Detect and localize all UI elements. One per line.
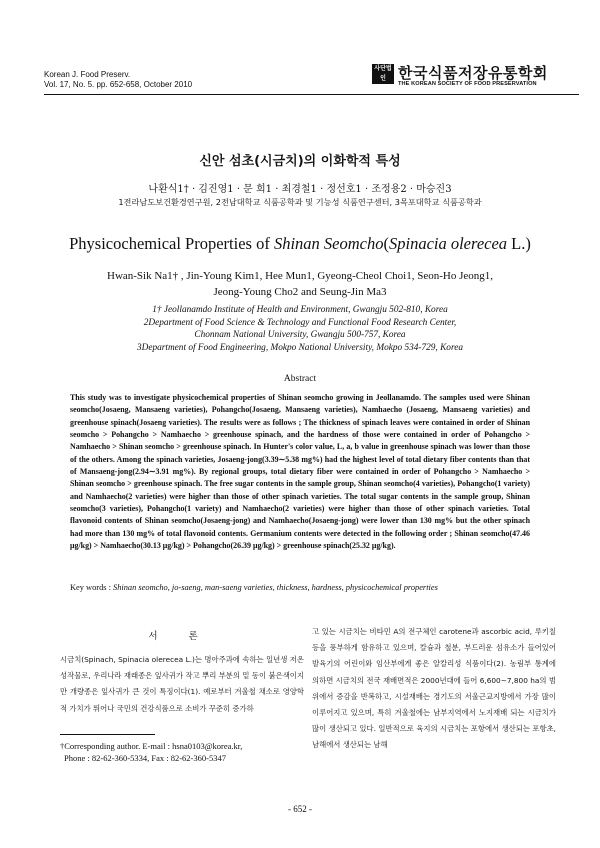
section-heading-introduction: 서 론: [148, 631, 212, 642]
intro-right-column: 고 있는 시금치는 비타민 A의 전구체인 carotene과 ascorbic acid, 루키칠 등을 풍부하게 함유하고 있으며, 칼슘과 철분, 부드러운 섬유소가 들어있어 발육기의 어린이와 임산부에게 좋은 알칼리성 식품이다(2). 농림부 통계에 의하면 시금치의 전국 재배면적은 2000년대에 들어 6,600∼7,800 ha의 범위에서 증감을 반복하고, 시설재배는 경기도의 서울근교지방에서 가장 많이 이루어지고 있으며, 특히 겨울철에는 남부지역에서 노지재배 되는 시금치가 많이 생산되고 있다. 일반적으로 육지의 시금치는 포항에서 생산되는 포항초, 남해에서 생산되는 남해: [312, 627, 556, 750]
intro-left-column: 시금치(Spinach, Spinacia olerecea L.)는 명아주과에 속하는 일년생 저온성작물로, 우리나라 재래종은 잎사귀가 작고 뿌리 부분의 밑 동이 붉은색이지만 개량종은 잎사귀가 큰 것이 특징이다(1). 예로부터 겨울철 채소로 영양학적 가치가 뛰어나 국민의 건강식품으로 소비가 꾸준히 증가하: [60, 655, 304, 713]
affiliation-line: 1† Jeollanamdo Institute of Health and Environment, Gwangju 502-810, Korea: [152, 305, 448, 315]
corresponding-author-footnote: [60, 740, 242, 764]
society-logo: [372, 62, 572, 92]
affiliations-english: [60, 304, 540, 354]
keywords: [70, 583, 530, 592]
journal-volume: Vol. 17, No. 5. pp. 652-658, October 2010: [44, 80, 193, 89]
society-name-en: THE KOREAN SOCIETY OF FOOD PRESERVATION: [398, 81, 537, 87]
authors-korean: 나환식1† · 김진영1 · 문 희1 · 최경철1 · 정선호1 · 조정용2 · 마승진3: [148, 184, 452, 195]
authors-english-line: Hwan-Sik Na1† , Jin-Young Kim1, Hee Mun1, Gyeong-Cheol Choi1, Seon-Ho Jeong1,: [107, 270, 493, 282]
affiliation-line: 2Department of Food Science & Technology and Functional Food Research Center,: [143, 317, 457, 328]
journal-citation: [44, 70, 192, 90]
affiliations-korean: 1전라남도보건환경연구원, 2전남대학교 식품공학과 및 기능성 식품연구센터, 3목포대학교 식품공학과: [118, 197, 482, 207]
footnote-phone: Phone : 82-62-360-5334, Fax : 82-62-360-5347: [64, 753, 226, 763]
page-number: - 652 -: [288, 804, 312, 814]
footnote-email: †Corresponding author. E-mail : hsna0103@korea.kr,: [60, 741, 243, 751]
keywords-text: Shinan seomcho, jo-saeng, man-saeng varieties, thickness, hardness, physicochemical properties: [113, 583, 438, 592]
society-name-ko: 한국식품저장유통학회: [398, 64, 548, 82]
title-english-italic-1: Shinan Seomcho: [273, 234, 384, 253]
authors-english: [60, 268, 540, 300]
title-korean: 신안 섬초(시금치)의 이화학적 특성: [199, 154, 401, 169]
affiliation-line: Chonnam National University, Gwangju 500-757, Korea: [194, 330, 406, 340]
keywords-label: Key words :: [70, 583, 111, 592]
authors-english-line: Jeong-Young Cho2 and Seung-Jin Ma3: [213, 286, 387, 298]
header-rule: [44, 94, 579, 95]
footnote-rule: [60, 734, 155, 735]
title-english-mid: (: [383, 234, 389, 253]
society-mark: 사단법인: [372, 64, 394, 84]
title-english-prefix: Physicochemical Properties of: [69, 234, 274, 253]
title-english-suffix: L.): [507, 234, 531, 253]
title-english-italic-2: Spinacia olerecea: [388, 234, 508, 253]
abstract-heading: Abstract: [283, 374, 317, 384]
title-english: [0, 234, 600, 254]
journal-name: Korean J. Food Preserv.: [44, 70, 131, 79]
abstract-body: This study was to investigate physicochemical properties of Shinan seomcho growing in Jeollanamdo. The samples used were Shinan seomcho(Josaeng, Mansaeng varieties), Pohangcho(Josaeng, Mansaeng varieties), Namhaecho (Josaeng, Mansaeng varieties) and greenhouse spinach(Josaeng varieties). The results were as follows ; The thickness of spinach leaves were contained in order of Shinan seomcho > Pohangcho > Namhaecho > greenhouse spinach, and the hardness of those were contained in order of Pohangcho > Namhaecho > Shinan seomcho > greenhouse spinach. In Hunter's color value, L, a, b value in greenhouse spinach was lower than those of the others. Among the spinach varieties, Josaeng-jong(3.39∼5.38 mg%) had the highest level of total dietary fiber contents than that of Mansaeng-jong(2.94∼3.91 mg%). By regional groups, total dietary fiber were contained in order of Pohangcho > Namhaecho > Shinan seomcho > greenhouse spinach. The free sugar contents in the sample group, Shinan seomcho(4 varieties), Pohangcho(1 variety) and Namhaecho(2 varieties) were higher than those of other spinach varieties. The total sugar contents in the sample group, Shinan seomcho(3 varieties), Pohangcho(1 variety) and Namhaecho(2 varieties) were higher than those of other spinach varieties. Total flavonoid contents of Shinan seomcho(Josaeng-jong) and Namhaecho(Josaeng-jong) were lower than 130 mg% but the other spinach had more than 130 mg% of total flavonoid contents. Germanium contents were detected in the following order ; Shinan seomcho(47.46 μg/kg) > Namhaecho(30.13 μg/kg) > Pohangcho(26.39 μg/kg) > greenhouse spinach(25.32 μg/kg).: [70, 393, 530, 551]
affiliation-line: 3Department of Food Engineering, Mokpo National University, Mokpo 534-729, Korea: [136, 342, 464, 353]
